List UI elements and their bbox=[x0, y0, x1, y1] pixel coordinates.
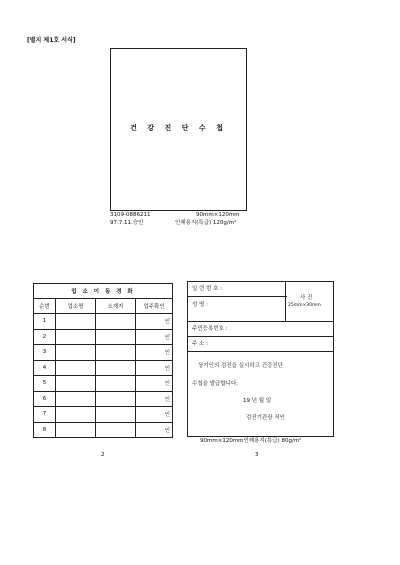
table-row bbox=[34, 376, 173, 392]
cell-name bbox=[56, 407, 96, 423]
col-header: 업주확인 bbox=[136, 299, 173, 314]
cell-location bbox=[96, 329, 136, 345]
seal-mark: 인 bbox=[136, 360, 173, 376]
name-row bbox=[188, 297, 287, 322]
seal-mark: 인 bbox=[136, 314, 173, 330]
table-header-row bbox=[34, 299, 173, 314]
cover-paper: 인쇄용지(특급) 120g/m² bbox=[175, 220, 237, 226]
table-row bbox=[34, 422, 173, 438]
table-title: 업 소 이 동 경 화 bbox=[34, 284, 173, 299]
issue-date: 19 년 월 일 bbox=[243, 398, 272, 404]
photo-label: 사 진 bbox=[300, 295, 313, 301]
id-card-page bbox=[187, 281, 334, 437]
statement-line-2: 수첩을 발급합니다. bbox=[192, 381, 239, 387]
cell-location bbox=[96, 407, 136, 423]
cover-page bbox=[110, 48, 247, 211]
row-number: 3 bbox=[34, 345, 56, 361]
seal-mark: 인 bbox=[136, 376, 173, 392]
seal-mark: 인 bbox=[136, 329, 173, 345]
cell-location bbox=[96, 360, 136, 376]
issuer-seal: 검진기관장 직인 bbox=[246, 415, 285, 421]
serial-row bbox=[188, 282, 287, 297]
approval-date: 97.7.11.승인 bbox=[110, 220, 144, 226]
back-size: 90mm×120mm인쇄용지(특급) 80g/m² bbox=[200, 438, 302, 444]
serial-label: 일 련 번 호 : bbox=[192, 286, 223, 292]
row-number: 6 bbox=[34, 391, 56, 407]
col-header: 업소명 bbox=[56, 299, 96, 314]
row-number: 5 bbox=[34, 376, 56, 392]
table-row bbox=[34, 345, 173, 361]
resident-row bbox=[188, 322, 333, 337]
row-number: 4 bbox=[34, 360, 56, 376]
row-number: 2 bbox=[34, 329, 56, 345]
row-number: 7 bbox=[34, 407, 56, 423]
cell-location bbox=[96, 422, 136, 438]
seal-mark: 인 bbox=[136, 422, 173, 438]
cell-name bbox=[56, 391, 96, 407]
workplace-log-table bbox=[33, 283, 173, 438]
cell-name bbox=[56, 314, 96, 330]
col-header: 소재지 bbox=[96, 299, 136, 314]
table-row bbox=[34, 314, 173, 330]
resident-number-label: 주민등록번호 : bbox=[192, 326, 228, 332]
row-number: 8 bbox=[34, 422, 56, 438]
cover-title: 건 강 진 단 수 첩 bbox=[130, 124, 227, 132]
page-number: 3 bbox=[255, 452, 259, 458]
seal-mark: 인 bbox=[136, 391, 173, 407]
col-header: 순번 bbox=[34, 299, 56, 314]
table-row bbox=[34, 329, 173, 345]
photo-size: 25mm×30mm bbox=[288, 303, 321, 308]
name-label: 성 명 : bbox=[192, 302, 208, 308]
cover-size: 90mm×120mm bbox=[196, 212, 240, 218]
page-number: 2 bbox=[101, 452, 105, 458]
table-row bbox=[34, 407, 173, 423]
cell-name bbox=[56, 422, 96, 438]
seal-mark: 인 bbox=[136, 345, 173, 361]
table-row bbox=[34, 391, 173, 407]
form-label: [별지 제1호 서식] bbox=[27, 37, 76, 44]
row-number: 1 bbox=[34, 314, 56, 330]
cell-name bbox=[56, 329, 96, 345]
cell-location bbox=[96, 391, 136, 407]
address-label: 주 소 : bbox=[192, 341, 208, 347]
cell-location bbox=[96, 376, 136, 392]
cell-name bbox=[56, 345, 96, 361]
address-row bbox=[188, 337, 333, 352]
photo-box bbox=[285, 282, 333, 322]
statement-line-1: 상기인의 검진을 실시하고 건강진단 bbox=[198, 363, 283, 369]
table-row bbox=[34, 360, 173, 376]
cell-location bbox=[96, 345, 136, 361]
cell-name bbox=[56, 376, 96, 392]
cell-location bbox=[96, 314, 136, 330]
approval-code: 3109-0886211 bbox=[110, 212, 151, 218]
cell-name bbox=[56, 360, 96, 376]
seal-mark: 인 bbox=[136, 407, 173, 423]
table-title-row bbox=[34, 284, 173, 299]
